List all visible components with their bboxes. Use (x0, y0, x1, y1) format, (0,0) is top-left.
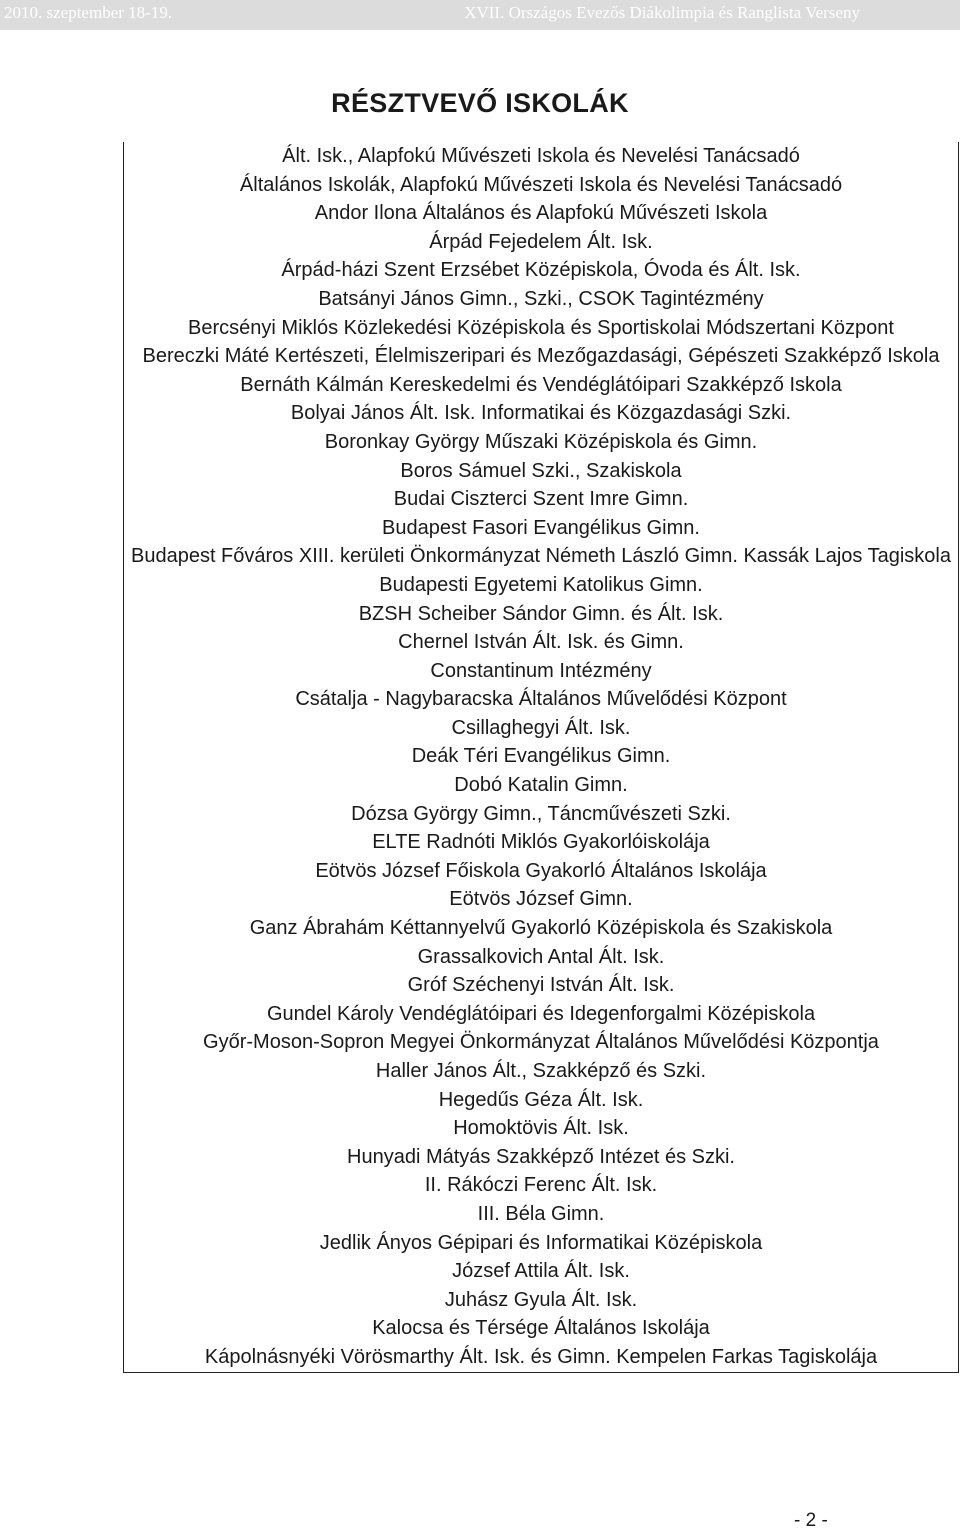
school-list-item: ELTE Radnóti Miklós Gyakorlóiskolája (372, 831, 710, 854)
school-list-item: Gundel Károly Vendéglátóipari és Idegenforgalmi Középiskola (266, 1002, 816, 1025)
school-list-item: Bolyai János Ált. Isk. Informatikai és Közgazdasági Szki. (290, 402, 792, 425)
school-list-item: Dózsa György Gimn., Táncművészeti Szki. (351, 802, 731, 825)
school-list-item: Homoktövis Ált. Isk. (453, 1117, 629, 1140)
school-list-item: Eötvös József Gimn. (449, 888, 633, 911)
school-list-item: Csátalja - Nagybaracska Általános Művelődési Központ (295, 688, 787, 711)
school-list-item: Bereczki Máté Kertészeti, Élelmiszeripari és Mezőgazdasági, Gépészeti Szakképző Iskola (142, 345, 940, 368)
school-list-item: BZSH Scheiber Sándor Gimn. és Ált. Isk. (358, 602, 724, 625)
school-list-item: Andor Ilona Általános és Alapfokú Művészeti Iskola (314, 202, 768, 225)
school-list-item: II. Rákóczi Ferenc Ált. Isk. (424, 1174, 658, 1197)
school-list-item: Ganz Ábrahám Kéttannyelvű Gyakorló Középiskola és Szakiskola (249, 917, 833, 940)
school-list-item: Gróf Széchenyi István Ált. Isk. (407, 974, 675, 997)
school-list-item: Deák Téri Evangélikus Gimn. (411, 745, 671, 768)
header-event-title: XVII. Országos Evezős Diákolimpia és Ranglista Verseny (464, 3, 860, 22)
school-list-item: Batsányi János Gimn., Szki., CSOK Tagintézmény (318, 287, 764, 310)
school-list-item: Juhász Gyula Ált. Isk. (444, 1288, 638, 1311)
school-list-item: Bernáth Kálmán Kereskedelmi és Vendéglátóipari Szakképző Iskola (240, 373, 842, 396)
school-list-item: Kalocsa és Térsége Általános Iskolája (372, 1317, 710, 1340)
school-list-item: III. Béla Gimn. (477, 1202, 605, 1225)
header-date: 2010. szeptember 18-19. (4, 3, 173, 22)
school-list-item: Budai Ciszterci Szent Imre Gimn. (393, 488, 689, 511)
school-list-item: Chernel István Ált. Isk. és Gimn. (398, 631, 684, 654)
school-list-item: Hegedűs Géza Ált. Isk. (438, 1088, 644, 1111)
school-list-item: József Attila Ált. Isk. (452, 1260, 630, 1283)
school-list-item: Ált. Isk., Alapfokú Művészeti Iskola és Nevelési Tanácsadó (282, 145, 800, 167)
school-list-item: Budapest Fasori Evangélikus Gimn. (382, 516, 700, 539)
page-header (0, 0, 960, 30)
school-list-item: Budapest Főváros XIII. kerületi Önkormányzat Németh László Gimn. Kassák Lajos Tagiskola (130, 545, 951, 568)
school-list-item: Haller János Ált., Szakképző és Szki. (375, 1060, 707, 1082)
school-list-item: Jedlik Ányos Gépipari és Informatikai Középiskola (319, 1231, 763, 1254)
school-list-item: Hunyadi Mátyás Szakképző Intézet és Szki. (347, 1145, 735, 1168)
school-list-item: Budapesti Egyetemi Katolikus Gimn. (379, 573, 703, 596)
school-list-item: Boronkay György Műszaki Középiskola és Gimn. (324, 430, 758, 453)
school-list-item: Bercsényi Miklós Közlekedési Középiskola és Sportiskolai Módszertani Központ (188, 316, 894, 339)
school-list-item: Eötvös József Főiskola Gyakorló Általános Iskolája (315, 859, 767, 882)
school-list-item: Árpád Fejedelem Ált. Isk. (429, 230, 653, 253)
page-title: RÉSZTVEVŐ ISKOLÁK (331, 88, 629, 118)
school-list-item: Általános Iskolák, Alapfokú Művészeti Iskola és Nevelési Tanácsadó (239, 173, 843, 196)
school-list-item: Constantinum Intézmény (430, 659, 652, 682)
page-number: - 2 - (794, 1510, 828, 1531)
school-list-item: Dobó Katalin Gimn. (454, 774, 628, 797)
school-list-item: Győr-Moson-Sopron Megyei Önkormányzat Általános Művelődési Központja (203, 1031, 879, 1054)
school-list-item: Kápolnásnyéki Vörösmarthy Ált. Isk. és Gimn. Kempelen Farkas Tagiskolája (204, 1345, 878, 1368)
school-list-item: Boros Sámuel Szki., Szakiskola (400, 459, 682, 482)
school-list (123, 142, 959, 1373)
school-list-item: Árpád-házi Szent Erzsébet Középiskola, Óvoda és Ált. Isk. (281, 259, 801, 282)
school-list-item: Csillaghegyi Ált. Isk. (451, 716, 631, 739)
school-list-item: Grassalkovich Antal Ált. Isk. (417, 945, 665, 968)
